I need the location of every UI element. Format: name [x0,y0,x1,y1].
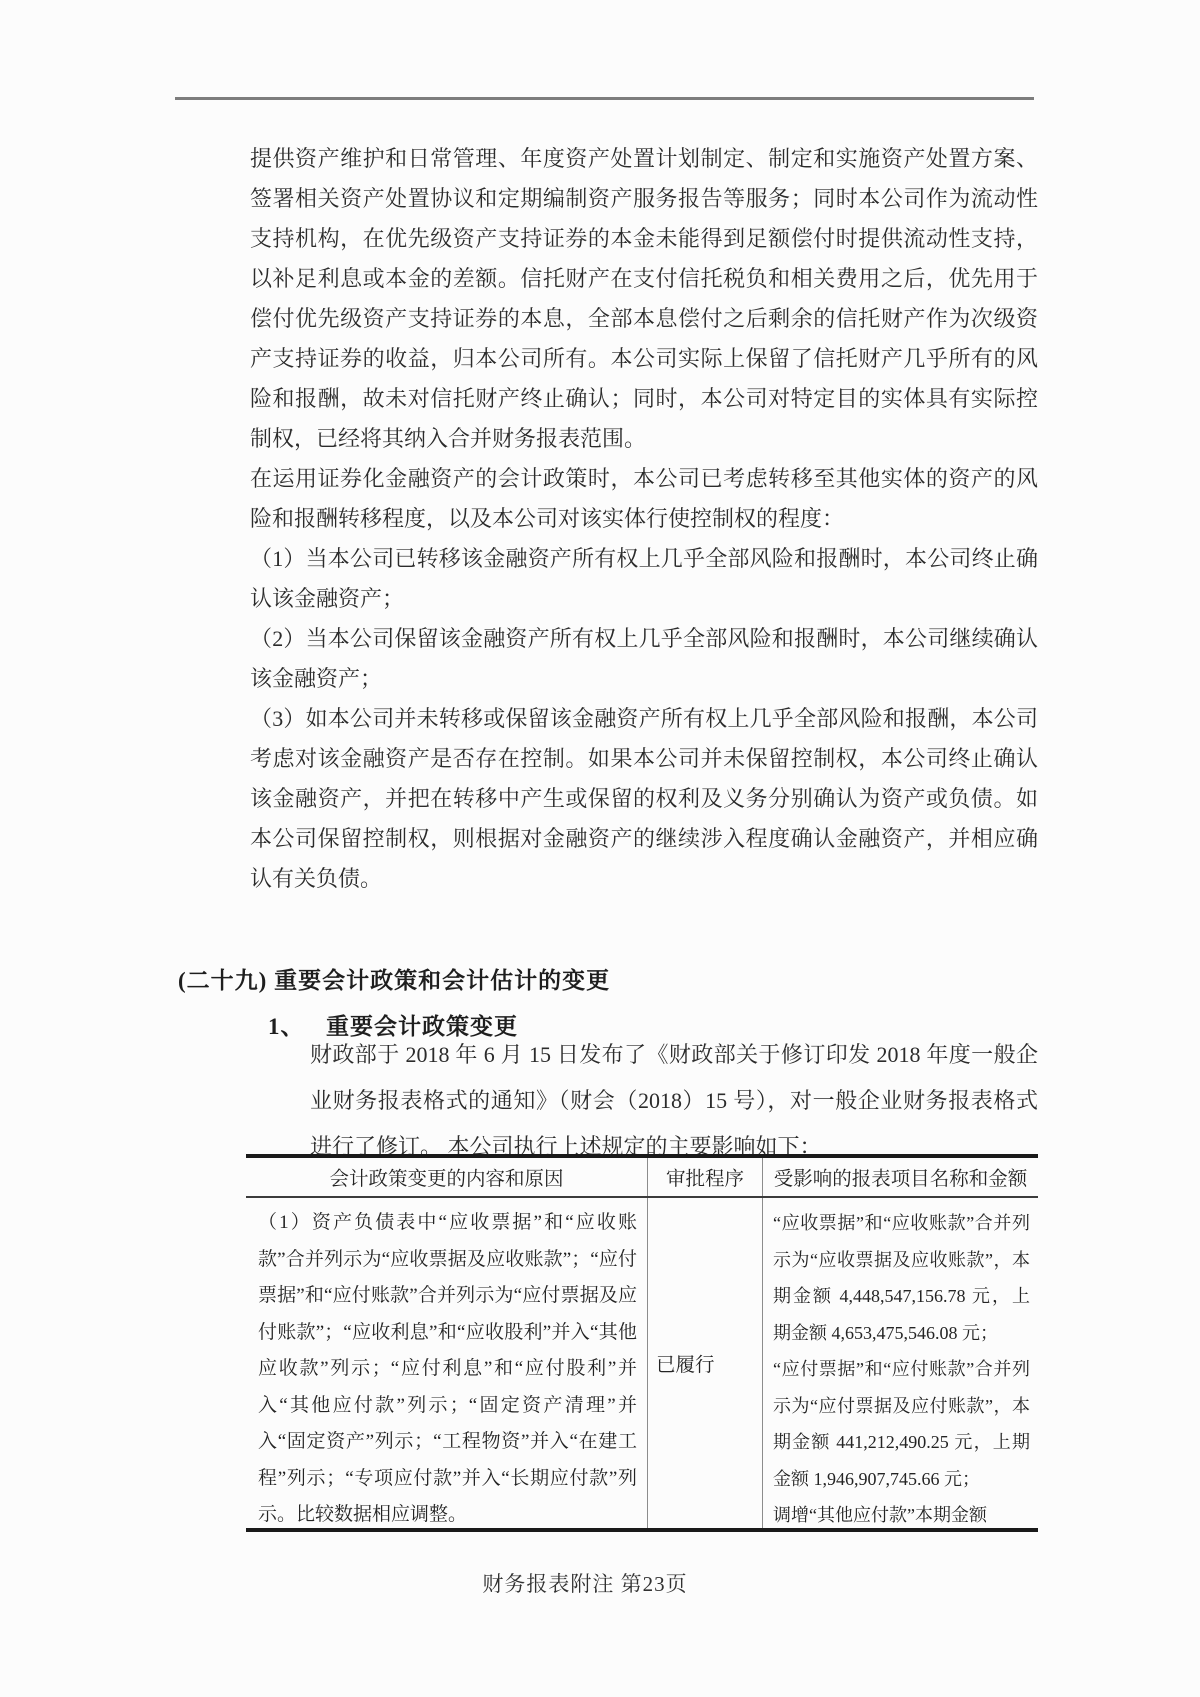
cell-approval-status [647,1198,763,1528]
table-header-content-reason: 会计政策变更的内容和原因 [329,1169,564,1190]
body-paragraph: （3）如本公司并未转移或保留该金融资产所有权上几乎全部风险和报酬，本公司考虑对该金融资产是否存在控制。如果本公司并未保留控制权，本公司终止确认该金融资产，并把在转移中产生或保留的权利及义务分别确认为资产或负债。如本公司保留控制权，则根据对金融资产的继续涉入程度确认金融资产，并相应确认有关负债。 [250,706,1038,891]
content-reason-text: （1）资产负债表中“应收票据”和“应收账款”合并列示为“应收票据及应收账款”；“应付票据”和“应付账款”合并列示为“应付票据及应付账款”；“应收利息”和“应收股利”并入“其他应收款”列示；“应付利息”和“应付股利”并入“其他应付款”列示；“固定资产清理”并入“固定资产”列示；“工程物资”并入“在建工程”列示；“专项应付款”并入“长期应付款”列示。比较数据相应调整。 [258,1212,637,1525]
body-paragraph: （2）当本公司保留该金融资产所有权上几乎全部风险和报酬时，本公司继续确认该金融资产； [250,626,1038,691]
body-paragraph: 提供资产维护和日常管理、年度资产处置计划制定、制定和实施资产处置方案、签署相关资产处置协议和定期编制资产服务报告等服务；同时本公司作为流动性支持机构，在优先级资产支持证券的本金未能得到足额偿付时提供流动性支持，以补足利息或本金的差额。信托财产在支付信托税负和相关费用之后，优先用于偿付优先级资产支持证券的本息，全部本息偿付之后剩余的信托财产作为次级资产支持证券的收益，归本公司所有。本公司实际上保留了信托财产几乎所有的风险和报酬，故未对信托财产终止确认；同时，本公司对特定目的实体具有实际控制权，已经将其纳入合并财务报表范围。 [250,146,1038,451]
affected-item-text: “应收票据”和“应收账款”合并列示为“应收票据及应收账款”，本期金额 4,448,547,156.78 元，上期金额 4,653,475,546.08 元； [773,1213,1030,1343]
subsection-number: 1、 [268,1014,305,1039]
policy-change-table [246,1154,1038,1532]
table-header-approval: 审批程序 [647,1158,763,1196]
body-text-block [250,139,1038,899]
approval-status-text: 已履行 [656,1355,715,1376]
table-data-row [246,1198,1038,1528]
body-paragraph: （1）当本公司已转移该金融资产所有权上几乎全部风险和报酬时，本公司终止确认该金融资产； [250,546,1038,611]
table-header-affected-items: 受影响的报表项目名称和金额 [773,1169,1028,1190]
intro-paragraph: 财政部于 2018 年 6 月 15 日发布了《财政部关于修订印发 2018 年度一般企业财务报表格式的通知》（财会（2018）15 号），对一般企业财务报表格式进行了修订。 本公司执行上述规定的主要影响如下： [310,1042,1038,1159]
affected-item-text: 调增“其他应付款”本期金额 [773,1505,987,1525]
section-heading: (二十九) 重要会计政策和会计估计的变更 [178,968,611,993]
table-header-row [246,1158,1038,1198]
subsection-title: 重要会计政策变更 [326,1014,518,1039]
header-rule [175,97,1034,100]
cell-content-reason [246,1198,647,1528]
cell-affected-items [763,1198,1038,1528]
body-paragraph: 在运用证券化金融资产的会计政策时，本公司已考虑转移至其他实体的资产的风险和报酬转移程度，以及本公司对该实体行使控制权的程度： [250,466,1038,531]
page-footer: 财务报表附注 第23页 [482,1572,688,1596]
affected-item-text: “应付票据”和“应付账款”合并列示为“应付票据及应付账款”，本期金额 441,212,490.25 元，上期金额 1,946,907,745.66 元； [773,1359,1030,1489]
